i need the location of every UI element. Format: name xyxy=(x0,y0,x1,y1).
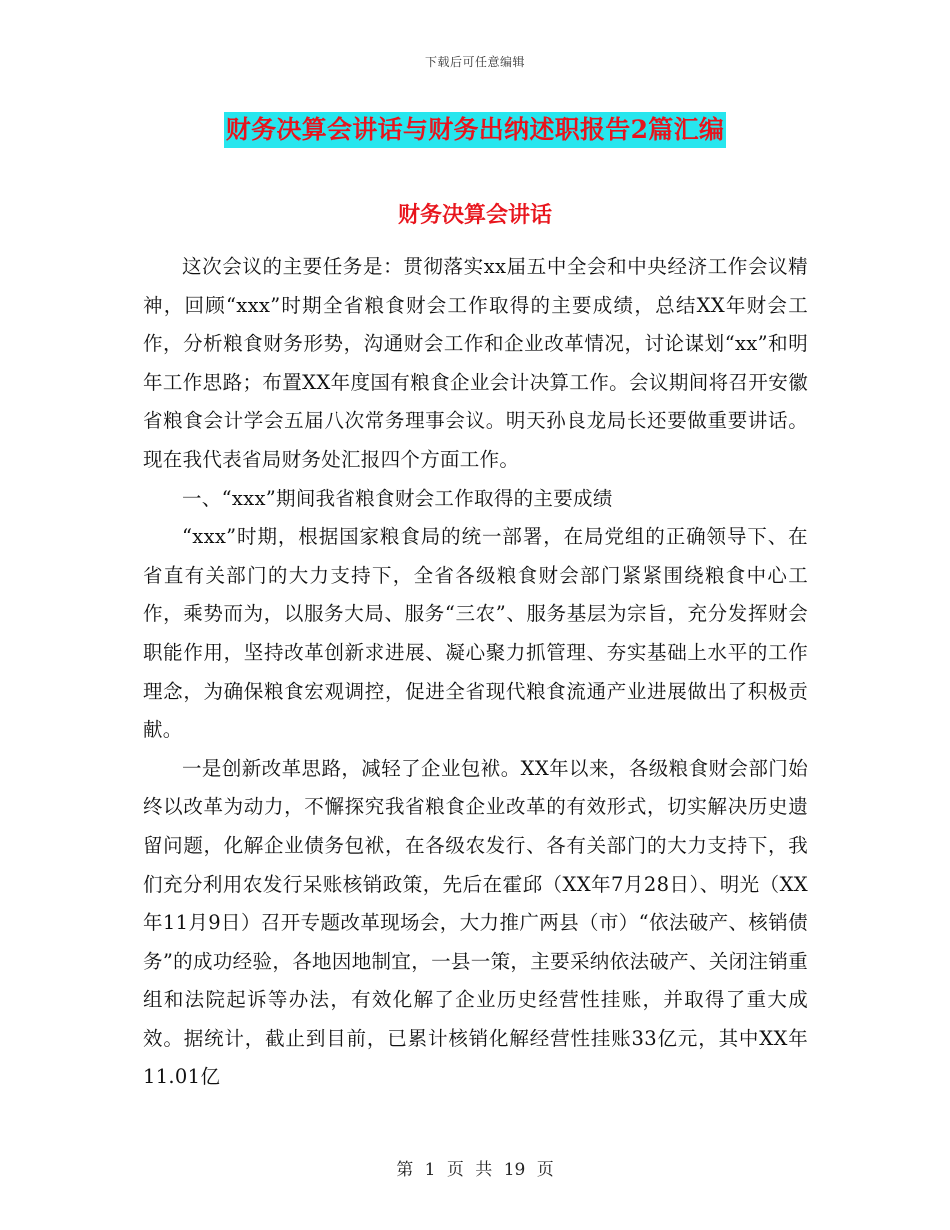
document-body xyxy=(143,248,808,1097)
paragraph: 这次会议的主要任务是：贯彻落实xx届五中全会和中央经济工作会议精神，回顾“xxx”时期全省粮食财会工作取得的主要成绩，总结XX年财会工作，分析粮食财务形势，沟通财会工作和企业改革情况，讨论谋划“xx”和明年工作思路；布置XX年度国有粮食企业会计决算工作。会议期间将召开安徽省粮食会计学会五届八次常务理事会议。明天孙良龙局长还要做重要讲话。现在我代表省局财务处汇报四个方面工作。 xyxy=(143,255,808,471)
main-title-container xyxy=(0,112,950,148)
paragraph: 一是创新改革思路，减轻了企业包袱。XX年以来，各级粮食财会部门始终以改革为动力，不懈探究我省粮食企业改革的有效形式，切实解决历史遗留问题，化解企业债务包袱，在各级农发行、各有关部门的大力支持下，我们充分利用农发行呆账核销政策，先后在霍邱（XX年7月28日）、明光（XX年11月9日）召开专题改革现场会，大力推广两县（市）“依法破产、核销债务”的成功经验，各地因地制宜，一县一策，主要采纳依法破产、关闭注销重组和法院起诉等办法，有效化解了企业历史经营性挂账，并取得了重大成效。据统计，截止到目前，已累计核销化解经营性挂账33亿元，其中XX年11.01亿 xyxy=(143,756,808,1089)
paragraph: 一、“xxx”期间我省粮食财会工作取得的主要成绩 xyxy=(182,486,613,510)
page-number-footer: 第 1 页 共 19 页 xyxy=(396,1160,554,1180)
page-header-note: 下载后可任意编辑 xyxy=(424,55,525,69)
document-title: 财务决算会讲话与财务出纳述职报告2篇汇编 xyxy=(224,112,726,148)
section-title: 财务决算会讲话 xyxy=(397,202,552,228)
paragraph: “xxx”时期，根据国家粮食局的统一部署，在局党组的正确领导下、在省直有关部门的大力支持下，全省各级粮食财会部门紧紧围绕粮食中心工作，乘势而为，以服务大局、服务“三农”、服务基层为宗旨，充分发挥财会职能作用，坚持改革创新求进展、凝心聚力抓管理、夯实基础上水平的工作理念，为确保粮食宏观调控，促进全省现代粮食流通产业进展做出了积极贡献。 xyxy=(143,525,808,742)
